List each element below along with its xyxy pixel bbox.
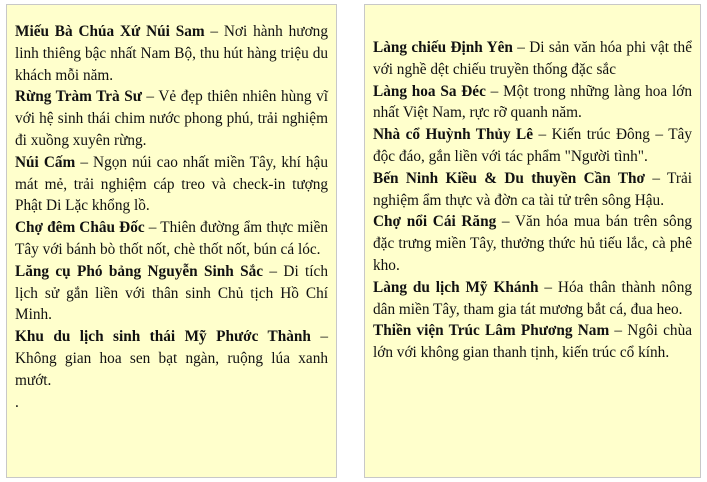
destination-description: – Không gian hoa sen bạt ngàn, ruộng lúa xanh mướt. [15, 328, 328, 389]
destination-entry [373, 81, 692, 125]
destination-description: – Văn hóa mua bán trên sông đặc trưng miền Tây, thưởng thức hủ tiếu lắc, cà phê kho. [373, 213, 692, 274]
destination-description: – Di sản văn hóa phi vật thể với nghề dệt chiếu truyền thống đặc sắc [373, 39, 692, 78]
destination-entry [15, 21, 328, 86]
destination-name: Làng chiếu Định Yên [373, 39, 513, 56]
left-destination-panel [6, 4, 337, 478]
destination-name: Làng hoa Sa Đéc [373, 82, 486, 100]
destination-description: – Thiên đường ẩm thực miền Tây với bánh bò thốt nốt, chè thốt nốt, bún cá lóc. [15, 219, 329, 258]
destination-name: Núi Cấm [15, 153, 76, 171]
destination-name: Nhà cổ Huỳnh Thủy Lê [373, 126, 534, 144]
destination-entry [373, 124, 692, 168]
destination-name: Rừng Tràm Trà Sư [15, 88, 142, 106]
destination-entry [15, 86, 328, 151]
destination-name: Lăng cụ Phó bảng Nguyễn Sinh Sắc [15, 262, 264, 280]
destination-entry [373, 277, 692, 321]
destination-entry [15, 326, 328, 391]
destination-description: – Trải nghiệm ẩm thực và đờn ca tài tử trên sông Hậu. [373, 169, 693, 209]
trailing-period: . [15, 393, 19, 411]
destination-name: Chợ đêm Châu Đốc [15, 219, 145, 237]
destination-name: Làng du lịch Mỹ Khánh [373, 278, 539, 296]
destination-description: – Hóa thân thành nông dân miền Tây, tham gia tát mương bắt cá, đua heo. [373, 278, 692, 318]
destination-name: Khu du lịch sinh thái Mỹ Phước Thành [15, 328, 311, 346]
destination-name: Miếu Bà Chúa Xứ Núi Sam [15, 23, 205, 40]
destination-entry [15, 217, 328, 261]
destination-entry [373, 168, 692, 212]
destination-entry [373, 211, 692, 276]
destination-description: – Nơi hành hương linh thiêng bậc nhất Nam Bộ, thu hút hàng triệu du khách mỗi năm. [15, 23, 328, 84]
destination-name: Chợ nổi Cái Răng [373, 213, 497, 231]
destination-description: – Di tích lịch sử gắn liền với thân sinh Chủ tịch Hồ Chí Minh. [15, 262, 328, 324]
destination-entry [15, 261, 328, 326]
destination-description: – Vẻ đẹp thiên nhiên hùng vĩ với hệ sinh thái chim nước phong phú, trải nghiệm đi xuồng xuyên rừng. [15, 88, 328, 149]
destination-name: Thiền viện Trúc Lâm Phương Nam [373, 322, 610, 340]
destination-name: Bến Ninh Kiều & Du thuyền Cần Thơ [373, 169, 646, 187]
right-destination-panel [364, 4, 701, 478]
destination-entry [373, 37, 692, 81]
destination-entry [15, 152, 328, 217]
destination-entry [373, 320, 692, 364]
destination-description: – Một trong những làng hoa lớn nhất Việt Nam, rực rỡ quanh năm. [373, 82, 692, 122]
destination-description: – Kiến trúc Đông – Tây độc đáo, gắn liền với tác phẩm "Người tình". [373, 126, 692, 165]
destination-description: – Ngôi chùa lớn với không gian thanh tịnh, kiến trúc cổ kính. [373, 322, 693, 362]
destination-description: – Ngọn núi cao nhất miền Tây, khí hậu mát mẻ, trải nghiệm cáp treo và check-in tượng Phật Di Lặc khổng lồ. [15, 153, 328, 215]
